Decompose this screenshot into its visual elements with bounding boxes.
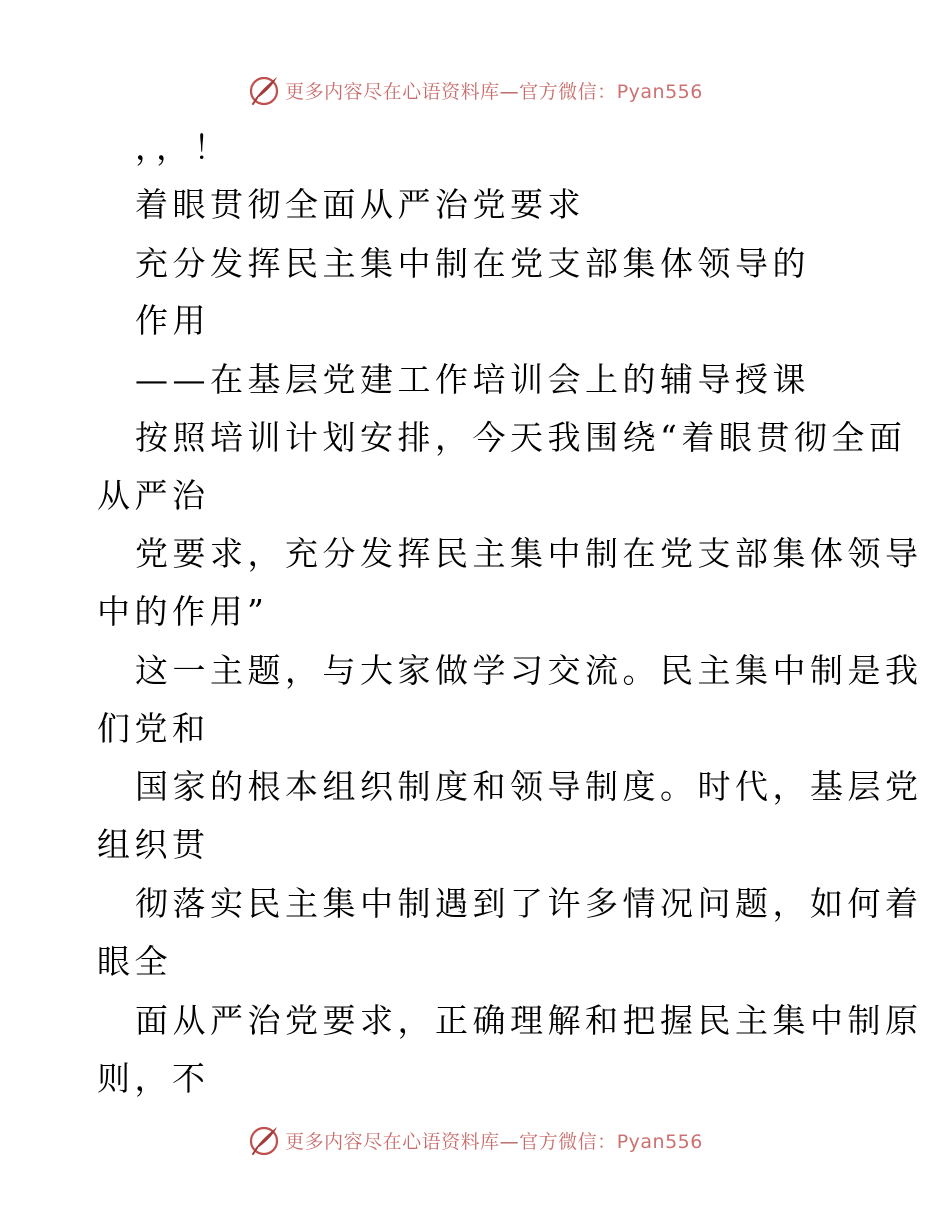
doc-title-line-3: 作用 [135, 301, 210, 340]
quill-pen-logo-icon [247, 73, 281, 107]
banner-site-text: 更多内容尽在心语资料库 [285, 1130, 500, 1153]
doc-paragraph-line: 组织贯 [97, 825, 210, 864]
doc-paragraph-line: 们党和 [97, 709, 210, 748]
doc-paragraph-line: 面从严治党要求，正确理解和把握民主集中制原 [135, 1001, 923, 1040]
banner-contact-label: 官方微信： [519, 80, 617, 103]
doc-title-line-1: 着眼贯彻全面从严治党要求 [135, 185, 585, 224]
doc-paragraph-line: 这一主题，与大家做学习交流。民主集中制是我 [135, 651, 923, 690]
doc-paragraph-line: 国家的根本组织制度和领导制度。时代，基层党 [135, 767, 923, 806]
doc-paragraph-line: 则，不 [97, 1059, 210, 1098]
banner-contact-id: Pyan556 [616, 80, 703, 103]
doc-paragraph-line: 眼全 [97, 942, 172, 981]
banner-separator: — [499, 80, 520, 103]
banner-contact-label: 官方微信： [519, 1130, 617, 1153]
banner-contact-id: Pyan556 [616, 1130, 703, 1153]
banner-separator: — [499, 1130, 520, 1153]
banner-text [285, 1127, 703, 1154]
quill-pen-logo-icon [247, 1123, 281, 1157]
doc-subtitle: ——在基层党建工作培训会上的辅导授课 [135, 360, 810, 399]
header-watermark-banner [0, 70, 950, 110]
banner-text [285, 77, 703, 104]
doc-paragraph-line: 彻落实民主集中制遇到了许多情况问题，如何着 [135, 884, 923, 923]
footer-watermark-banner [0, 1120, 950, 1160]
doc-line-punctuation: ，，！ [135, 128, 231, 167]
doc-paragraph-line: 中的作用” [97, 592, 269, 631]
doc-paragraph-line: 从严治 [97, 476, 210, 515]
doc-title-line-2: 充分发挥民主集中制在党支部集体领导的 [135, 244, 810, 283]
banner-site-text: 更多内容尽在心语资料库 [285, 80, 500, 103]
doc-paragraph-line: 党要求，充分发挥民主集中制在党支部集体领导 [135, 534, 923, 573]
doc-paragraph-line: 按照培训计划安排，今天我围绕“着眼贯彻全面 [135, 418, 907, 457]
